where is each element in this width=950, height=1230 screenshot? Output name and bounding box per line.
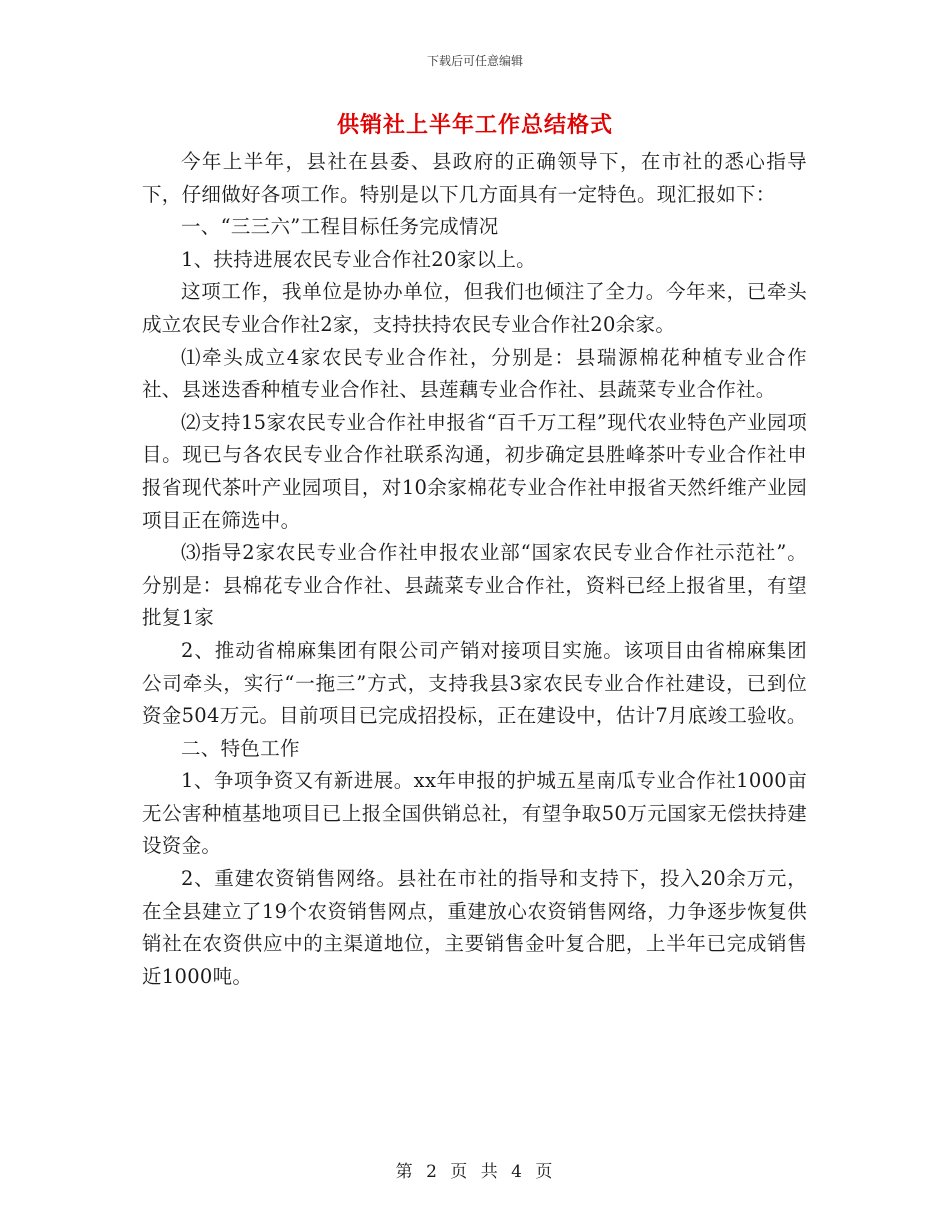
paragraph-item-1: 1、扶持进展农民专业合作社20家以上。: [181, 247, 536, 271]
paragraph-intro: 今年上半年，县社在县委、县政府的正确领导下，在市社的悉心指导下，仔细做好各项工作。特别是以下几方面具有一定特色。现汇报如下：: [142, 150, 807, 206]
paragraph-sub-3: ⑶指导2家农民专业合作社申报农业部“国家农民专业合作社示范社”。分别是：县棉花专业合作社、县蔬菜专业合作社，资料已经上报省里，有望批复1家: [142, 541, 807, 630]
document-body: [142, 146, 807, 993]
footer-suffix: 页: [535, 1162, 555, 1182]
footer-prefix: 第: [395, 1162, 415, 1182]
section-heading-1: 一、“三三六”工程目标任务完成情况: [181, 215, 499, 239]
paragraph: 这项工作，我单位是协办单位，但我们也倾注了全力。今年来，已牵头成立农民专业合作社2家，支持扶持农民专业合作社20余家。: [142, 280, 807, 336]
document-title: 供销社上半年工作总结格式: [336, 113, 613, 138]
paragraph-feature-2: 2、重建农资销售网络。县社在市社的指导和支持下，投入20余万元，在全县建立了19个农资销售网点，重建放心农资销售网络，力争逐步恢复供销社在农资供应中的主渠道地位，主要销售金叶复合肥，上半年已完成销售近1000吨。: [142, 867, 807, 988]
footer-page-word: 页: [450, 1162, 470, 1182]
current-page-number: 2: [426, 1162, 439, 1182]
paragraph-item-2: 2、推动省棉麻集团有限公司产销对接项目实施。该项目由省棉麻集团公司牵头，实行“一拖三”方式，支持我县3家农民专业合作社建设，已到位资金504万元。目前项目已完成招投标，正在建设中，估计7月底竣工验收。: [142, 638, 807, 728]
header-note: 下载后可任意编辑: [426, 54, 523, 68]
paragraph-feature-1: 1、争项争资又有新进展。xx年申报的护城五星南瓜专业合作社1000亩无公害种植基地项目已上报全国供销总社，有望争取50万元国家无偿扶持建设资金。: [142, 769, 807, 858]
paragraph-sub-1: ⑴牵头成立4家农民专业合作社，分别是：县瑞源棉花种植专业合作社、县迷迭香种植专业合作社、县莲藕专业合作社、县蔬菜专业合作社。: [142, 345, 807, 402]
total-page-number: 4: [511, 1162, 524, 1182]
paragraph-sub-2: ⑵支持15家农民专业合作社申报省“百千万工程”现代农业特色产业园项目。现已与各农民专业合作社联系沟通，初步确定县胜峰茶叶专业合作社申报省现代茶叶产业园项目，对10余家棉花专业合作社申报省天然纤维产业园项目正在筛选中。: [142, 410, 807, 532]
section-heading-2: 二、特色工作: [181, 736, 300, 760]
footer-total-word: 共: [480, 1162, 500, 1182]
page-footer: [0, 1157, 950, 1182]
